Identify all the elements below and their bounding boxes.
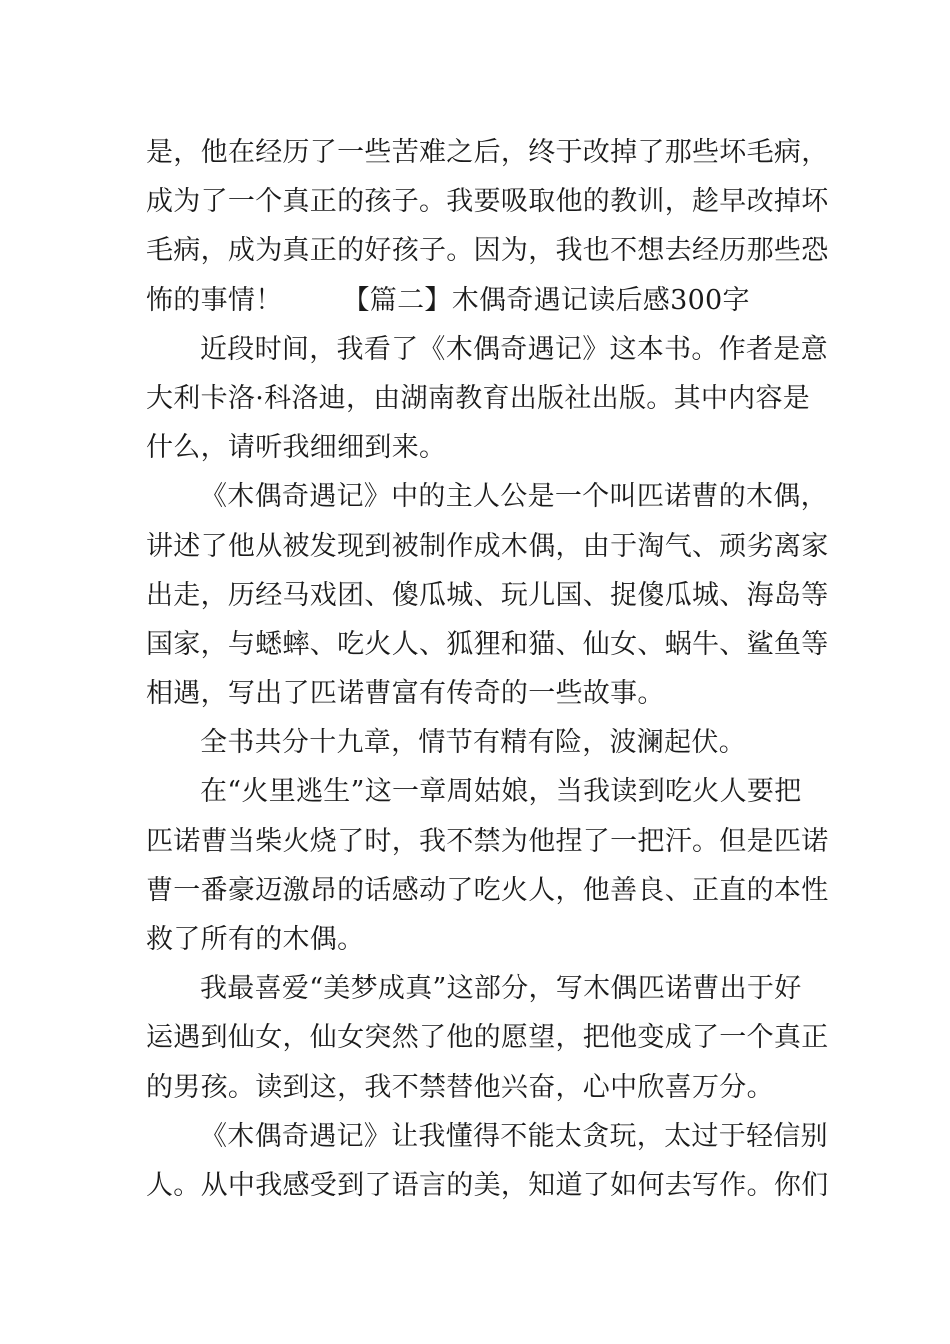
text-line: 运遇到仙女，仙女突然了他的愿望，把他变成了一个真正 <box>146 1022 829 1054</box>
text-line-with-heading <box>146 276 810 325</box>
paragraph-start: 我最喜爱“美梦成真”这部分，写木偶匹诺曹出于好 <box>200 973 802 1005</box>
paragraph-start: 全书共分十九章，情节有精有险，波澜起伏。 <box>200 727 746 759</box>
text-line: 是，他在经历了一些苦难之后，终于改掉了那些坏毛病， <box>146 137 829 168</box>
text-line: 国家，与蟋蟀、吃火人、狐狸和猫、仙女、蜗牛、鲨鱼等 <box>146 628 829 660</box>
text-line: 相遇，写出了匹诺曹富有传奇的一些故事。 <box>146 678 665 710</box>
text-line: 大利卡洛·科洛迪，由湖南教育出版社出版。其中内容是 <box>146 382 811 414</box>
text-line: 曹一番豪迈激昂的话感动了吃火人，他善良、正直的本性 <box>146 874 829 906</box>
text-line-end: 怖的事情！ <box>146 284 283 316</box>
section-heading: 【篇二】木偶奇遇记读后感300字 <box>342 284 750 316</box>
paragraph-start: 在“火里逃生”这一章周姑娘，当我读到吃火人要把 <box>200 776 802 808</box>
paragraph-start: 《木偶奇遇记》中的主人公是一个叫匹诺曹的木偶， <box>200 481 828 513</box>
text-line: 救了所有的木偶。 <box>146 924 365 955</box>
body-text <box>146 128 829 1210</box>
text-line: 成为了一个真正的孩子。我要吸取他的教训，趁早改掉坏 <box>146 186 829 218</box>
text-line: 出走，历经马戏团、傻瓜城、玩儿国、捉傻瓜城、海岛等 <box>146 579 829 611</box>
text-line: 匹诺曹当柴火烧了时，我不禁为他捏了一把汗。但是匹诺 <box>146 825 829 857</box>
text-line: 讲述了他从被发现到被制作成木偶，由于淘气、顽劣离家 <box>146 530 829 562</box>
paragraph-start: 近段时间，我看了《木偶奇遇记》这本书。作者是意 <box>200 333 828 365</box>
paragraph-start: 《木偶奇遇记》让我懂得不能太贪玩，太过于轻信别 <box>200 1120 828 1152</box>
text-line: 的男孩。读到这，我不禁替他兴奋，心中欣喜万分。 <box>146 1071 774 1103</box>
text-line: 人。从中我感受到了语言的美，知道了如何去写作。你们 <box>146 1169 829 1201</box>
text-line: 什么，请听我细细到来。 <box>146 432 447 464</box>
text-line: 毛病，成为真正的好孩子。因为，我也不想去经历那些恐 <box>146 235 829 267</box>
